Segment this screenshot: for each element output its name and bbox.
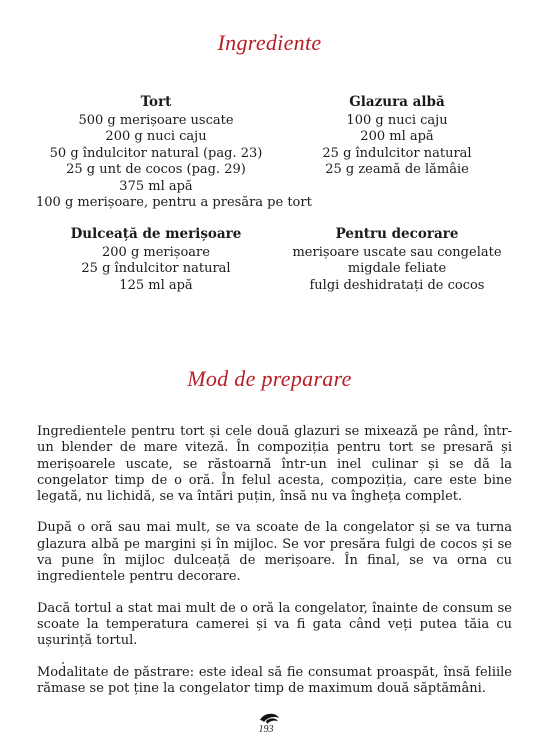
method-heading: Mod de preparare xyxy=(187,366,352,391)
tort-line: 500 g merișoare uscate xyxy=(78,112,234,128)
stray-dot xyxy=(62,662,64,664)
tort-line: 200 g nuci caju xyxy=(105,129,207,144)
dulceata-title: Dulceață de merișoare xyxy=(70,226,242,242)
glazura-line: 200 ml apă xyxy=(360,129,434,144)
glazura-line: 25 g îndulcitor natural xyxy=(322,145,472,161)
dulceata-line: 25 g îndulcitor natural xyxy=(81,261,231,276)
decorare-ingredients xyxy=(287,226,507,294)
tort-line: 50 g îndulcitor natural (pag. 23) xyxy=(49,145,263,161)
decorare-title: Pentru decorare xyxy=(335,226,459,242)
decorare-line: merișoare uscate sau congelate xyxy=(292,244,502,260)
step-paragraph: Dacă tortul a stat mai mult de o oră la congelator, înainte de consum se scoate la temperatura camerei și va fi gata când veți putea tăia cu ușurință tortul. xyxy=(37,600,512,649)
decorare-line: migdale feliate xyxy=(347,261,447,276)
ingredients-heading: Ingrediente xyxy=(217,30,322,55)
page-number: 193 xyxy=(258,724,274,735)
dulceata-line: 125 ml apă xyxy=(119,277,193,293)
tort-line: 25 g unt de cocos (pag. 29) xyxy=(66,162,246,177)
tort-ingredients xyxy=(36,94,312,212)
glazura-title: Glazura albă xyxy=(349,94,445,110)
dulceata-ingredients xyxy=(36,226,276,294)
step-paragraph: După o oră sau mai mult, se va scoate de la congelator și se va turna glazura albă pe margini și în mijloc. Se vor presăra fulgi de cocos și se va pune în mijloc dulceață de merișoare. În final, se va orna cu ingredientele pentru decorare. xyxy=(37,520,512,585)
glazura-line: 25 g zeamă de lămâie xyxy=(325,162,469,177)
tort-line: 375 ml apă xyxy=(119,178,193,194)
glazura-line: 100 g nuci caju xyxy=(346,112,448,128)
tort-line: 100 g merișoare, pentru a presăra pe tort xyxy=(36,195,312,210)
glazura-ingredients xyxy=(287,94,507,179)
method-steps xyxy=(37,424,512,712)
dulceata-line: 200 g merișoare xyxy=(102,244,210,260)
step-paragraph: Ingredientele pentru tort și cele două glazuri se mixează pe rând, într-un blender de mare viteză. În compoziția pentru tort se presară și merișoarele uscate, se răstoarnă într-un inel culinar și se dă la congelator timp de o oră. În felul acesta, compoziția, care este bine legată, nu lichidă, se va întări puțin, însă nu va îngheța complet. xyxy=(37,424,512,505)
decorare-line: fulgi deshidratați de cocos xyxy=(309,277,485,293)
step-paragraph: Modalitate de păstrare: este ideal să fie consumat proaspăt, însă feliile rămase se pot ține la congelator timp de maximum două săptămâni. xyxy=(37,664,512,696)
tort-title: Tort xyxy=(140,94,172,110)
